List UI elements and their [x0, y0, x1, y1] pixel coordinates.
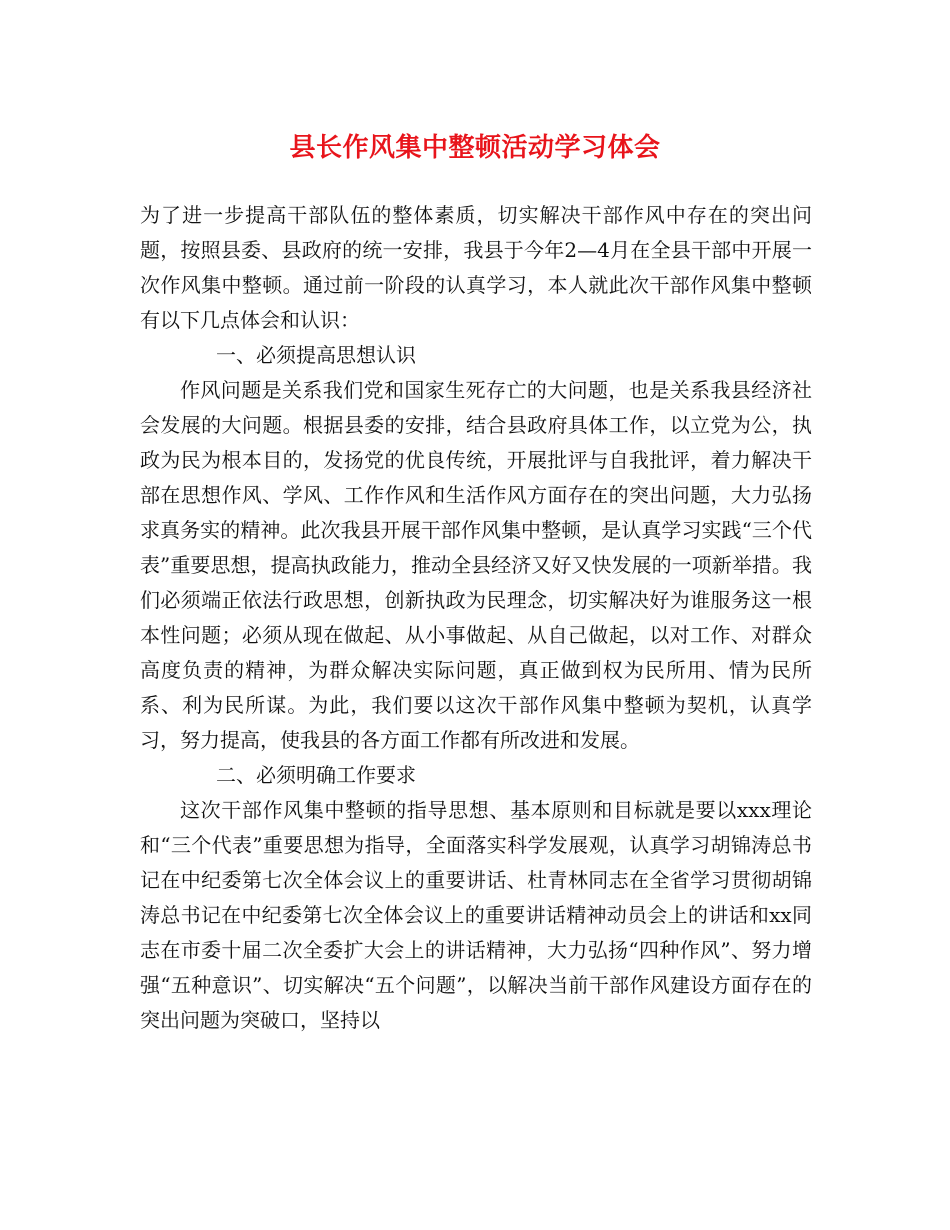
document-title: 县长作风集中整顿活动学习体会 [289, 133, 661, 163]
section-heading-1: 一、必须提高思想认识 [216, 343, 416, 367]
section-2-paragraph: 这次干部作风集中整顿的指导思想、基本原则和目标就是要以xxx理论和“三个代表”重要思想为指导，全面落实科学发展观，认真学习胡锦涛总书记在中纪委第七次全体会议上的重要讲话、杜青林同志在全省学习贯彻胡锦涛总书记在中纪委第七次全体会议上的重要讲话精神动员会上的讲话和xx同志在市委十届二次全委扩大会上的讲话精神，大力弘扬“四种作风”、努力增强“五种意识”、切实解决“五个问题”，以解决当前干部作风建设方面存在的突出问题为突破口，坚持以 [140, 798, 812, 1032]
document-body [140, 198, 812, 1038]
section-heading-2: 二、必须明确工作要求 [216, 763, 416, 787]
intro-paragraph: 为了进一步提高干部队伍的整体素质，切实解决干部作风中存在的突出问题，按照县委、县政府的统一安排，我县于今年2—4月在全县干部中开展一次作风集中整顿。通过前一阶段的认真学习，本人就此次干部作风集中整顿有以下几点体会和认识： [140, 203, 812, 332]
section-1-paragraph: 作风问题是关系我们党和国家生死存亡的大问题，也是关系我县经济社会发展的大问题。根据县委的安排，结合县政府具体工作，以立党为公，执政为民为根本目的，发扬党的优良传统，开展批评与自我批评，着力解决干部在思想作风、学风、工作作风和生活作风方面存在的突出问题，大力弘扬求真务实的精神。此次我县开展干部作风集中整顿，是认真学习实践“三个代表”重要思想，提高执政能力，推动全县经济又好又快发展的一项新举措。我们必须端正依法行政思想，创新执政为民理念，切实解决好为谁服务这一根本性问题；必须从现在做起、从小事做起、从自己做起，以对工作、对群众高度负责的精神，为群众解决实际问题，真正做到权为民所用、情为民所系、利为民所谋。为此，我们要以这次干部作风集中整顿为契机，认真学习，努力提高，使我县的各方面工作都有所改进和发展。 [140, 378, 812, 752]
